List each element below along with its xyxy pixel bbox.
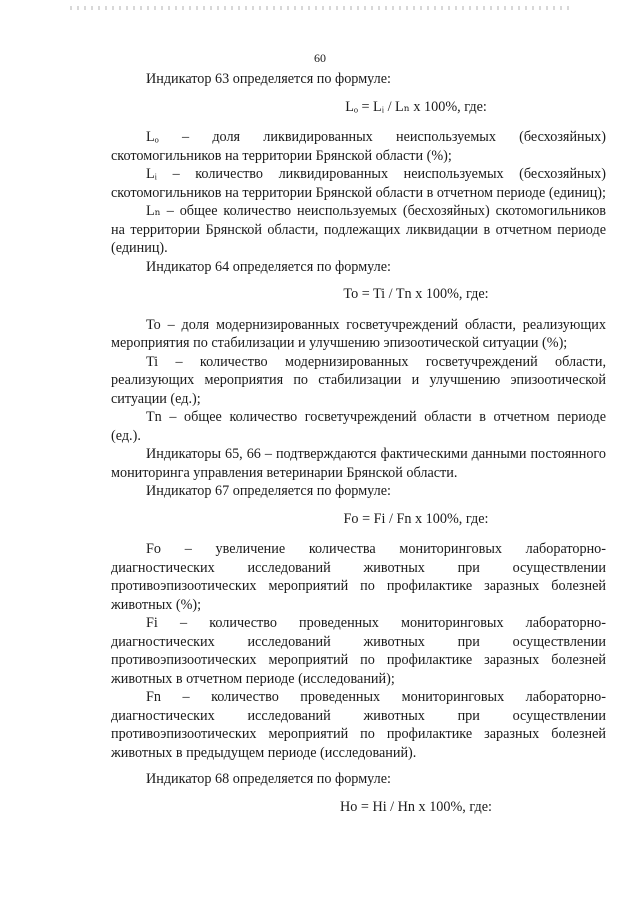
document-body (111, 70, 606, 828)
formula-indicator-67: Fo = Fi / Fn х 100%, где: (343, 510, 489, 527)
formula-indicator-68: Ho = Hi / Hn х 100%, где: (340, 798, 492, 815)
definition-lo: Lₒ – доля ликвидированных неиспользуемых (бесхозяйных) скотомогильников на территории Брянской области (%); (111, 129, 606, 164)
scan-artifact-header (70, 6, 570, 10)
paragraph-indicator-68-intro: Индикатор 68 определяется по формуле: (146, 771, 391, 787)
definition-to: To – доля модернизированных госветучреждений области, реализующих мероприятия по стабилизации и улучшению эпизоотической ситуации (%); (111, 316, 606, 351)
page-number: 60 (314, 51, 326, 65)
definition-fn: Fn – количество проведенных мониторинговых лабораторно-диагностических исследований животных при осуществлении противоэпизоотических мероприятий по профилактике заразных болезней животных в предыдущем периоде (исследований). (111, 689, 606, 761)
formula-indicator-63: Lₒ = Lᵢ / Lₙ х 100%, где: (345, 98, 487, 115)
definition-ti: Ti – количество модернизированных госветучреждений области, реализующих мероприятия по стабилизации и улучшению эпизоотической ситуации (ед.); (111, 353, 606, 407)
paragraph-indicator-67-intro: Индикатор 67 определяется по формуле: (146, 483, 391, 499)
paragraph-indicators-65-66: Индикаторы 65, 66 – подтверждаются фактическими данными постоянного мониторинга управления ветеринарии Брянской области. (111, 446, 606, 481)
formula-indicator-64: To = Ti / Tn х 100%, где: (343, 286, 489, 302)
definition-fi: Fi – количество проведенных мониторинговых лабораторно-диагностических исследований животных при осуществлении противоэпизоотических мероприятий по профилактике заразных болезней животных в отчетном периоде (исследований); (111, 615, 606, 687)
paragraph-indicator-64-intro: Индикатор 64 определяется по формуле: (146, 258, 391, 275)
paragraph-indicator-63-intro: Индикатор 63 определяется по формуле: (146, 71, 391, 87)
definition-tn: Tn – общее количество госветучреждений области в отчетном периоде (ед.). (111, 409, 606, 444)
definition-ln: Lₙ – общее количество неиспользуемых (бесхозяйных) скотомогильников на территории Брянской области, подлежащих ликвидации в отчетном периоде (единиц). (111, 203, 606, 256)
definition-li: Lᵢ – количество ликвидированных неиспользуемых (бесхозяйных) скотомогильников на территории Брянской области в отчетном периоде (единиц); (111, 166, 606, 201)
definition-fo: Fo – увеличение количества мониторинговых лабораторно-диагностических исследований животных при осуществлении противоэпизоотических мероприятий по профилактике заразных болезней животных (%); (111, 541, 606, 613)
